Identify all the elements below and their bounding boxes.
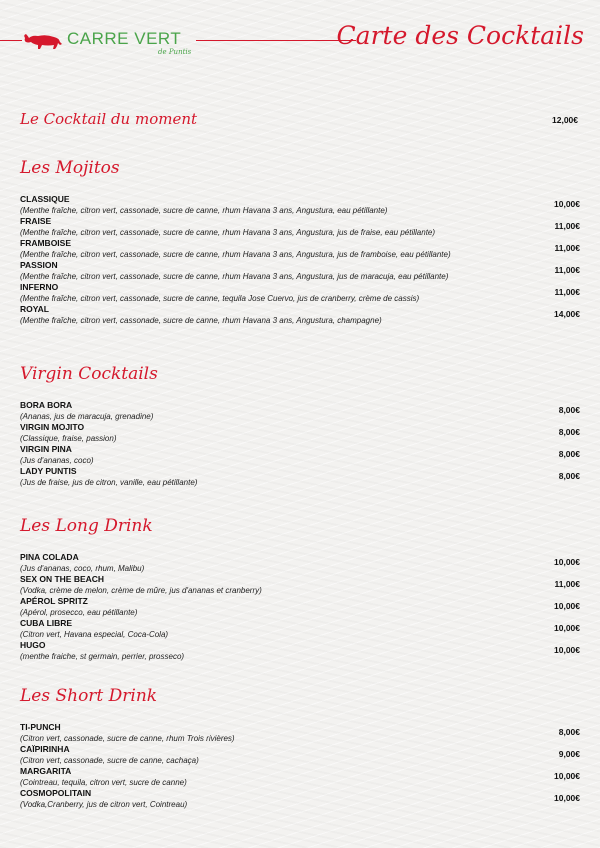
item-description: (Vodka,Cranberry, jus de citron vert, Cointreau): [20, 800, 188, 809]
item-price: 14,00€: [554, 309, 580, 319]
item-price: 10,00€: [554, 793, 580, 803]
item-description: (Menthe fraîche, citron vert, cassonade, sucre de canne, rhum Havana 3 ans, Angustura, jus de framboise, eau pétillante): [20, 250, 451, 259]
header: [0, 0, 600, 70]
section-title: Les Mojitos: [20, 158, 120, 178]
section-title: Les Short Drink: [20, 686, 158, 706]
item-price: 8,00€: [558, 405, 580, 415]
item-name: VIRGIN MOJITO: [20, 422, 85, 432]
item-description: (Cointreau, tequila, citron vert, sucre de canne): [20, 778, 187, 787]
item-description: (Menthe fraîche, citron vert, cassonade, sucre de canne, rhum Havana 3 ans, Angustura, eau pétillante): [20, 206, 388, 215]
item-name: INFERNO: [20, 282, 59, 292]
item-name: FRAISE: [20, 216, 52, 226]
featured-price: 12,00€: [552, 115, 578, 125]
item-price: 10,00€: [554, 623, 580, 633]
item-description: (Menthe fraîche, citron vert, cassonade, sucre de canne, rhum Havana 3 ans, Angustura, champagne): [20, 316, 382, 325]
item-price: 10,00€: [554, 645, 580, 655]
item-price: 11,00€: [554, 287, 580, 297]
menu-item: [20, 466, 580, 488]
bull-logo-icon: [22, 30, 64, 52]
menu-item: [20, 574, 580, 596]
menu-item: [20, 444, 580, 466]
item-description: (Jus d'ananas, coco, rhum, Malibu): [20, 564, 145, 573]
menu-item: [20, 238, 580, 260]
menu-item: [20, 766, 580, 788]
item-description: (Menthe fraîche, citron vert, cassonade, sucre de canne, rhum Havana 3 ans, Angustura, jus de fraise, eau pétillante): [20, 228, 436, 237]
item-price: 10,00€: [554, 771, 580, 781]
featured-title: Le Cocktail du moment: [20, 110, 198, 128]
menu-item: [20, 400, 580, 422]
item-description: (Citron vert, cassonade, sucre de canne, cachaça): [20, 756, 199, 765]
item-name: CAÏPIRINHA: [20, 744, 70, 754]
brand-subtitle: de Puntis: [158, 48, 192, 56]
item-name: PASSION: [20, 260, 58, 270]
menu-item: [20, 282, 580, 304]
item-name: BORA BORA: [20, 400, 73, 410]
item-name: MARGARITA: [20, 766, 72, 776]
item-name: FRAMBOISE: [20, 238, 71, 248]
menu-item: [20, 788, 580, 810]
item-description: (Jus de fraise, jus de citron, vanille, eau pétillante): [20, 478, 198, 487]
item-name: VIRGIN PINA: [20, 444, 72, 454]
item-price: 11,00€: [554, 221, 580, 231]
item-description: (Citron vert, cassonade, sucre de canne, rhum Trois rivières): [20, 734, 235, 743]
menu-item: [20, 260, 580, 282]
item-price: 8,00€: [558, 471, 580, 481]
menu-item: [20, 640, 580, 662]
item-list: [20, 552, 580, 662]
item-description: (Ananas, jus de maracuja, grenadine): [20, 412, 154, 421]
item-name: APÉROL SPRITZ: [20, 596, 88, 606]
menu-item: [20, 722, 580, 744]
header-rule-left: [0, 40, 22, 41]
brand-name: CARRE VERT: [67, 29, 182, 48]
item-price: 9,00€: [558, 749, 580, 759]
item-price: 8,00€: [558, 727, 580, 737]
page-title: Carte des Cocktails: [336, 21, 584, 50]
item-description: (menthe fraiche, st germain, perrier, prosseco): [20, 652, 185, 661]
item-price: 10,00€: [554, 557, 580, 567]
item-name: TI-PUNCH: [20, 722, 61, 732]
item-list: [20, 194, 580, 326]
menu-item: [20, 422, 580, 444]
item-description: (Vodka, crème de melon, crème de mûre, jus d'ananas et cranberry): [20, 586, 262, 595]
item-name: SEX ON THE BEACH: [20, 574, 105, 584]
item-price: 8,00€: [558, 427, 580, 437]
menu-item: [20, 744, 580, 766]
item-name: CUBA LIBRE: [20, 618, 73, 628]
menu-item: [20, 552, 580, 574]
item-list: [20, 400, 580, 488]
item-price: 11,00€: [554, 579, 580, 589]
item-list: [20, 722, 580, 810]
header-rule-right: [196, 40, 356, 41]
item-name: HUGO: [20, 640, 46, 650]
item-price: 10,00€: [554, 601, 580, 611]
menu-item: [20, 596, 580, 618]
item-price: 11,00€: [554, 243, 580, 253]
item-price: 10,00€: [554, 199, 580, 209]
item-name: PINA COLADA: [20, 552, 79, 562]
menu-item: [20, 194, 580, 216]
item-description: (Menthe fraîche, citron vert, cassonade, sucre de canne, rhum Havana 3 ans, Angustura, jus de maracuja, eau pétillante): [20, 272, 449, 281]
item-description: (Apérol, prosecco, eau pétillante): [20, 608, 138, 617]
item-name: ROYAL: [20, 304, 49, 314]
section-title: Les Long Drink: [20, 516, 153, 536]
item-price: 8,00€: [558, 449, 580, 459]
item-name: LADY PUNTIS: [20, 466, 77, 476]
section-title: Virgin Cocktails: [20, 364, 158, 384]
menu-item: [20, 304, 580, 326]
menu-item: [20, 618, 580, 640]
item-price: 11,00€: [554, 265, 580, 275]
item-name: CLASSIQUE: [20, 194, 70, 204]
item-description: (Citron vert, Havana especial, Coca-Cola): [20, 630, 169, 639]
item-description: (Jus d'ananas, coco): [20, 456, 94, 465]
item-description: (Classique, fraise, passion): [20, 434, 117, 443]
item-name: COSMOPOLITAIN: [20, 788, 92, 798]
menu-item: [20, 216, 580, 238]
item-description: (Menthe fraîche, citron vert, cassonade, sucre de canne, tequila Jose Cuervo, jus de cranberry, crème de cassis): [20, 294, 420, 303]
